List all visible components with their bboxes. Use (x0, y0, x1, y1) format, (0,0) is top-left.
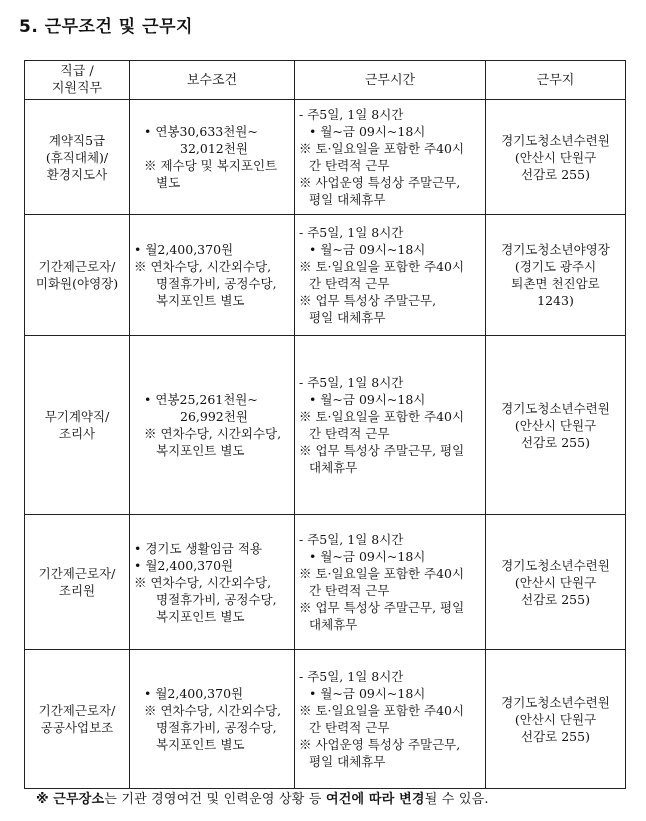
pay-line: • 경기도 생활임금 적용 (134, 540, 262, 556)
pay-line: 별도 (156, 175, 181, 190)
position-line: 환경지도사 (46, 166, 108, 182)
pay-cell (130, 336, 295, 515)
place-line: (안산시 단원구 (514, 711, 597, 727)
hours-line: 간 탄력적 근무 (309, 583, 390, 598)
place-cell (486, 215, 626, 336)
hours-line: ※ 사업운영 특성상 주말근무, (299, 175, 461, 190)
place-line: (안산시 단원구 (514, 417, 597, 433)
hours-line: ※ 토·일요일을 포함한 주40시 (299, 703, 465, 718)
place-line: (안산시 단원구 (514, 149, 597, 165)
place-line: (안산시 단원구 (514, 574, 597, 590)
pay-line: 명절휴가비, 공정수당, (156, 591, 277, 607)
pay-line: ※ 연차수당, 시간외수당, (134, 574, 272, 590)
pay-line: 명절휴가비, 공정수당, (156, 276, 277, 291)
place-line: 경기도청소년수련원 (501, 400, 610, 416)
position-line: 기간제근로자/ (38, 566, 116, 581)
hours-line: ※ 토·일요일을 포함한 주40시 (299, 141, 465, 156)
hours-line: ※ 사업운영 특성상 주말근무, (299, 737, 461, 752)
hours-line: 간 탄력적 근무 (309, 158, 390, 173)
pay-line: ※ 연차수당, 시간외수당, (144, 426, 282, 441)
header-place: 근무지 (486, 61, 626, 100)
place-cell (486, 100, 626, 215)
hours-line: 평일 대체휴무 (309, 310, 386, 325)
hours-cell (295, 650, 486, 789)
pay-line: • 연봉30,633천원~ (144, 124, 258, 139)
hours-line: - 주5일, 1일 8시간 (299, 375, 404, 390)
place-line: 경기도청소년수련원 (501, 557, 610, 573)
table-header-row (25, 61, 626, 100)
hours-cell (295, 515, 486, 650)
place-cell (486, 650, 626, 789)
hours-cell (295, 215, 486, 336)
hours-line: • 월~금 09시~18시 (309, 124, 426, 139)
hours-cell (295, 100, 486, 215)
footnote-text: 는 기관 경영여건 및 인력운영 상황 등 (104, 792, 326, 807)
place-line: (경기도 광주시 (514, 259, 597, 274)
pay-cell (130, 100, 295, 215)
pay-line: • 월2,400,370원 (144, 686, 244, 701)
pay-line: ※ 연차수당, 시간외수당, (144, 703, 282, 718)
table-row (25, 100, 626, 215)
footnote-mark: ※ (36, 792, 49, 807)
hours-line: 대체휴무 (309, 617, 358, 632)
hours-line: ※ 토·일요일을 포함한 주40시 (299, 566, 465, 581)
hours-line: 간 탄력적 근무 (309, 276, 390, 291)
hours-line: 평일 대체휴무 (309, 192, 386, 207)
place-line: 퇴촌면 천진암로 (511, 276, 600, 291)
header-hours: 근무시간 (295, 61, 486, 100)
place-line: 경기도청소년야영장 (501, 242, 610, 257)
pay-line: 복지포인트 별도 (156, 737, 245, 752)
pay-cell (130, 215, 295, 336)
hours-line: ※ 업무 특성상 주말근무, 평일 (299, 443, 465, 458)
place-line: 1243) (537, 293, 574, 308)
pay-line: • 연봉25,261천원~ (144, 392, 258, 407)
position-line: 미화원(야영장) (35, 276, 119, 291)
hours-line: • 월~금 09시~18시 (309, 392, 426, 407)
pay-line: 26,992천원 (180, 409, 248, 424)
hours-line: 간 탄력적 근무 (309, 426, 390, 441)
footnote-bold-change: 여건에 따라 변경 (325, 792, 425, 807)
pay-cell (130, 650, 295, 789)
place-line: 선감로 255) (521, 166, 590, 182)
position-line: 공공사업보조 (40, 720, 114, 735)
hours-line: • 월~금 09시~18시 (309, 549, 426, 564)
header-position (25, 61, 130, 100)
place-line: 경기도청소년수련원 (501, 694, 610, 710)
position-cell (25, 650, 130, 789)
place-cell (486, 336, 626, 515)
position-cell (25, 215, 130, 336)
position-cell (25, 100, 130, 215)
hours-line: - 주5일, 1일 8시간 (299, 532, 404, 547)
pay-line: • 월2,400,370원 (134, 557, 234, 573)
position-line: 기간제근로자/ (38, 703, 116, 718)
hours-line: 간 탄력적 근무 (309, 720, 390, 735)
hours-line: • 월~금 09시~18시 (309, 242, 426, 257)
position-cell (25, 515, 130, 650)
table-row (25, 515, 626, 650)
hours-line: ※ 업무 특성상 주말근무, 평일 (299, 600, 465, 615)
header-pay: 보수조건 (130, 61, 295, 100)
position-line: 조리원 (58, 583, 96, 598)
position-line: 계약직5급 (48, 132, 106, 148)
pay-line: 32,012천원 (180, 141, 248, 156)
table-row (25, 650, 626, 789)
position-line: 기간제근로자/ (38, 259, 116, 274)
position-cell (25, 336, 130, 515)
hours-line: 대체휴무 (309, 460, 358, 475)
pay-line: 복지포인트 별도 (156, 443, 245, 458)
place-line: 선감로 255) (521, 434, 590, 450)
hours-line: - 주5일, 1일 8시간 (299, 225, 404, 240)
section-title: 5. 근무조건 및 근무지 (19, 17, 193, 37)
hours-line: ※ 업무 특성상 주말근무, (299, 293, 437, 308)
position-line: (휴직대체)/ (45, 149, 109, 165)
header-position-line: 직급 / (60, 64, 94, 79)
pay-line: 명절휴가비, 공정수당, (156, 720, 277, 735)
place-cell (486, 515, 626, 650)
hours-line: 평일 대체휴무 (309, 754, 386, 769)
footnote-bold-place: 근무장소 (53, 792, 105, 807)
position-line: 무기계약직/ (44, 409, 110, 424)
place-line: 선감로 255) (521, 728, 590, 744)
table-row (25, 336, 626, 515)
position-line: 조리사 (58, 426, 96, 441)
footnote-text-end: 될 수 있음. (424, 792, 489, 807)
place-line: 선감로 255) (521, 591, 590, 607)
hours-line: - 주5일, 1일 8시간 (299, 669, 404, 684)
footnote (36, 788, 489, 807)
pay-line: 복지포인트 별도 (156, 293, 245, 308)
work-conditions-table (24, 60, 626, 789)
hours-line: • 월~금 09시~18시 (309, 686, 426, 701)
header-position-line: 지원직무 (51, 81, 103, 96)
place-line: 경기도청소년수련원 (501, 132, 610, 148)
pay-line: ※ 연차수당, 시간외수당, (134, 259, 272, 274)
hours-cell (295, 336, 486, 515)
table-row (25, 215, 626, 336)
hours-line: ※ 토·일요일을 포함한 주40시 (299, 409, 465, 424)
pay-line: 복지포인트 별도 (156, 608, 245, 624)
pay-line: ※ 제수당 및 복지포인트 (144, 158, 278, 173)
hours-line: ※ 토·일요일을 포함한 주40시 (299, 259, 465, 274)
hours-line: - 주5일, 1일 8시간 (299, 107, 404, 122)
pay-line: • 월2,400,370원 (134, 242, 234, 257)
pay-cell (130, 515, 295, 650)
